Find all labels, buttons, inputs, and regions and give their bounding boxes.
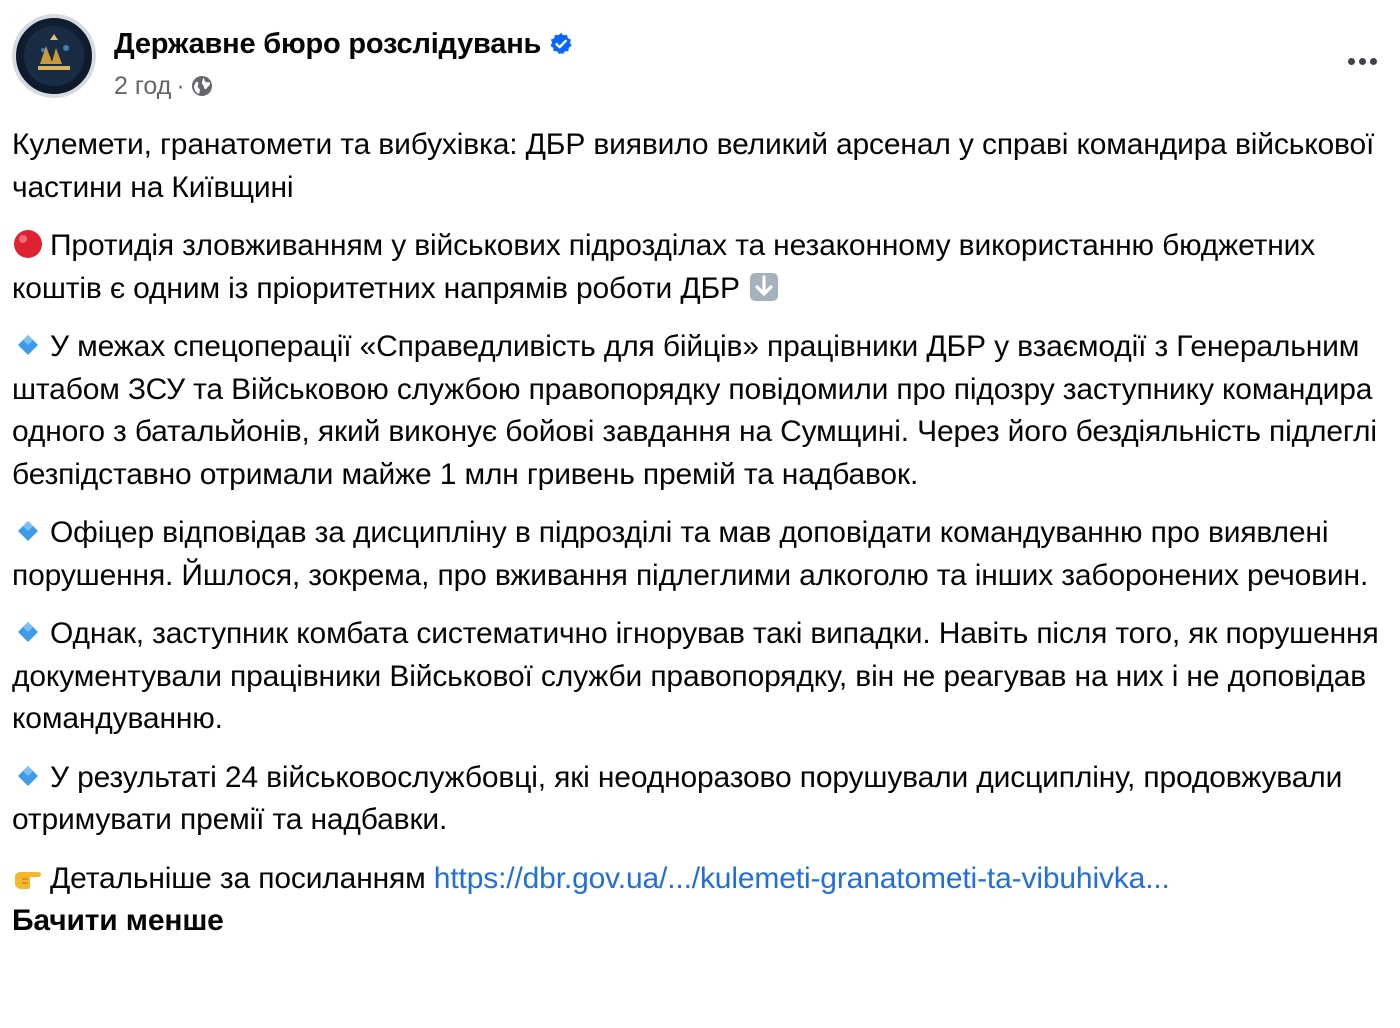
page-name-text[interactable]: Державне бюро розслідувань: [114, 28, 542, 60]
down-arrow-icon: [748, 271, 780, 303]
point-text: У результаті 24 військовослужбовці, які неодноразово порушували дисципліну, продовжували отримувати премії та надбавки.: [12, 760, 1343, 836]
post-point: [12, 512, 1382, 597]
post-intro: [12, 225, 1382, 310]
pointing-hand-icon: [12, 861, 44, 893]
dbr-logo: [16, 18, 92, 94]
post-body: [12, 124, 1382, 943]
post-point: [12, 613, 1382, 741]
blue-diamond-icon: [12, 515, 44, 547]
details-label: Детальніше за посиланням: [50, 861, 426, 895]
post-time[interactable]: 2 год: [114, 72, 172, 100]
post-point: [12, 326, 1382, 496]
blue-diamond-icon: [12, 760, 44, 792]
see-less-button[interactable]: Бачити менше: [12, 904, 224, 937]
details-line: [12, 858, 1382, 901]
post-point: [12, 757, 1382, 842]
more-options-icon[interactable]: [1348, 52, 1384, 74]
point-text: У межах спецоперації «Справедливість для бійців» працівники ДБР у взаємодії з Генеральним штабом ЗСУ та Військовою службою правопорядку повідомили про підозру заступнику командира одного з батальйонів, який виконує бойові завдання на Сумщині. Через його бездіяльність підлеглі безпідставно отримали майже 1 млн гривень премій та надбавок.: [12, 330, 1377, 491]
page-avatar[interactable]: [12, 14, 96, 98]
details-link[interactable]: https://dbr.gov.ua/.../kulemeti-granatometi-ta-vibuhivka...: [433, 861, 1170, 895]
post-header: [12, 14, 1388, 114]
post-meta: [114, 72, 214, 105]
blue-diamond-icon: [12, 616, 44, 648]
meta-separator: ·: [176, 72, 185, 100]
red-circle-icon: [12, 228, 44, 260]
point-text: Однак, заступник комбата систематично ігнорував такі випадки. Навіть після того, як порушення документували працівники Військової служби правопорядку, він не реагував на них і не доповідав командуванню.: [12, 617, 1379, 735]
blue-diamond-icon: [12, 329, 44, 361]
intro-text: Протидія зловживанням у військових підрозділах та незаконному використанню бюджетних коштів є одним із пріоритетних напрямів роботи ДБР: [12, 229, 1316, 305]
point-text: Офіцер відповідав за дисципліну в підрозділі та мав доповідати командуванню про виявлені порушення. Йшлося, зокрема, про вживання підлеглими алкоголю та інших заборонених речовин.: [12, 516, 1369, 592]
page-name[interactable]: [114, 28, 573, 64]
post-title: Кулемети, гранатомети та вибухівка: ДБР виявило великий арсенал у справі командира військової частини на Київщині: [12, 128, 1375, 204]
globe-icon[interactable]: [190, 74, 214, 105]
verified-badge-icon: [549, 31, 573, 64]
